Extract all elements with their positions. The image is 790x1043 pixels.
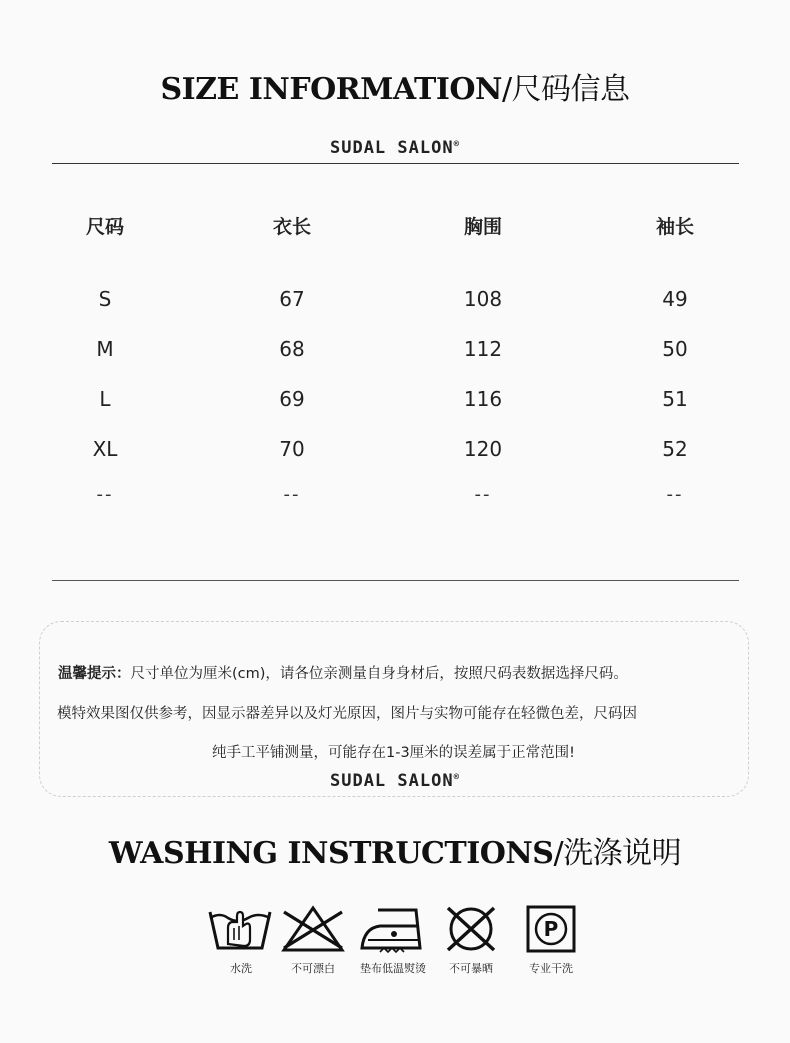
table-cell: 50 xyxy=(662,337,688,361)
table-cell: 49 xyxy=(662,287,688,311)
brand-name: SUDAL SALON xyxy=(329,138,454,158)
table-cell: -- xyxy=(666,484,684,505)
table-cell: L xyxy=(99,387,111,411)
hand-wash-label: 水洗 xyxy=(230,962,252,975)
table-cell: XL xyxy=(92,437,118,461)
table-cell: 68 xyxy=(279,337,305,361)
header-sleeve: 袖长 xyxy=(655,216,694,238)
table-cell: 112 xyxy=(463,337,503,361)
table-cell: 120 xyxy=(463,437,503,461)
notice-text-1: 尺寸单位为厘米(cm)，请各位亲测量自身身材后，按照尺码表数据选择尺码。 xyxy=(130,666,628,682)
table-cell: -- xyxy=(283,484,301,505)
washing-title-en: WASHING INSTRUCTIONS xyxy=(108,836,554,871)
no-bleach-icon xyxy=(278,904,348,954)
no-tumble-dry-label: 不可暴晒 xyxy=(449,962,493,975)
table-cell: 108 xyxy=(463,287,503,311)
header-size: 尺码 xyxy=(85,216,124,238)
low-iron-label: 垫布低温熨烫 xyxy=(360,962,426,975)
washing-title xyxy=(0,828,790,872)
notice-line-1 xyxy=(58,662,628,683)
no-bleach-label: 不可漂白 xyxy=(291,962,335,975)
table-row xyxy=(0,287,790,317)
header-chest: 胸围 xyxy=(463,216,502,238)
divider-bottom xyxy=(52,580,739,581)
notice-label: 温馨提示： xyxy=(58,666,131,682)
table-cell: -- xyxy=(474,484,492,505)
hand-wash-icon xyxy=(206,904,276,954)
table-row xyxy=(0,337,790,367)
table-cell: 51 xyxy=(662,387,688,411)
registered-mark: ® xyxy=(453,139,460,150)
no-tumble-dry-icon xyxy=(438,904,508,954)
notice-line-2: 模特效果图仅供参考，因显示器差异以及灯光原因，图片与实物可能存在轻微色差，尺码因 xyxy=(57,706,637,722)
table-cell: 52 xyxy=(662,437,688,461)
size-title-cn: 尺码信息 xyxy=(511,72,630,107)
brand-logo-top xyxy=(0,138,790,158)
size-table-header xyxy=(0,212,790,242)
table-row xyxy=(0,484,790,514)
brand-name: SUDAL SALON xyxy=(329,771,454,791)
table-row xyxy=(0,387,790,417)
table-cell: 69 xyxy=(279,387,305,411)
table-cell: 70 xyxy=(279,437,305,461)
svg-text:P: P xyxy=(543,917,559,941)
table-cell: M xyxy=(96,337,114,361)
header-length: 衣长 xyxy=(272,216,311,238)
table-cell: 116 xyxy=(463,387,503,411)
notice-line-3: 纯手工平铺测量，可能存在1-3厘米的误差属于正常范围! xyxy=(212,745,575,761)
size-title-en: SIZE INFORMATION xyxy=(160,72,502,107)
table-row xyxy=(0,437,790,467)
registered-mark: ® xyxy=(453,772,460,783)
table-cell: 67 xyxy=(279,287,305,311)
professional-clean-label: 专业干洗 xyxy=(529,962,573,975)
table-cell: S xyxy=(98,287,112,311)
washing-title-cn: 洗涤说明 xyxy=(563,836,682,871)
size-info-title xyxy=(0,64,790,108)
size-title-separator: / xyxy=(501,72,512,107)
table-cell: -- xyxy=(96,484,114,505)
low-iron-icon xyxy=(358,904,428,954)
professional-clean-icon xyxy=(518,904,588,954)
brand-logo-notice xyxy=(0,771,790,791)
divider-top xyxy=(52,163,739,164)
washing-title-separator: / xyxy=(553,836,564,871)
